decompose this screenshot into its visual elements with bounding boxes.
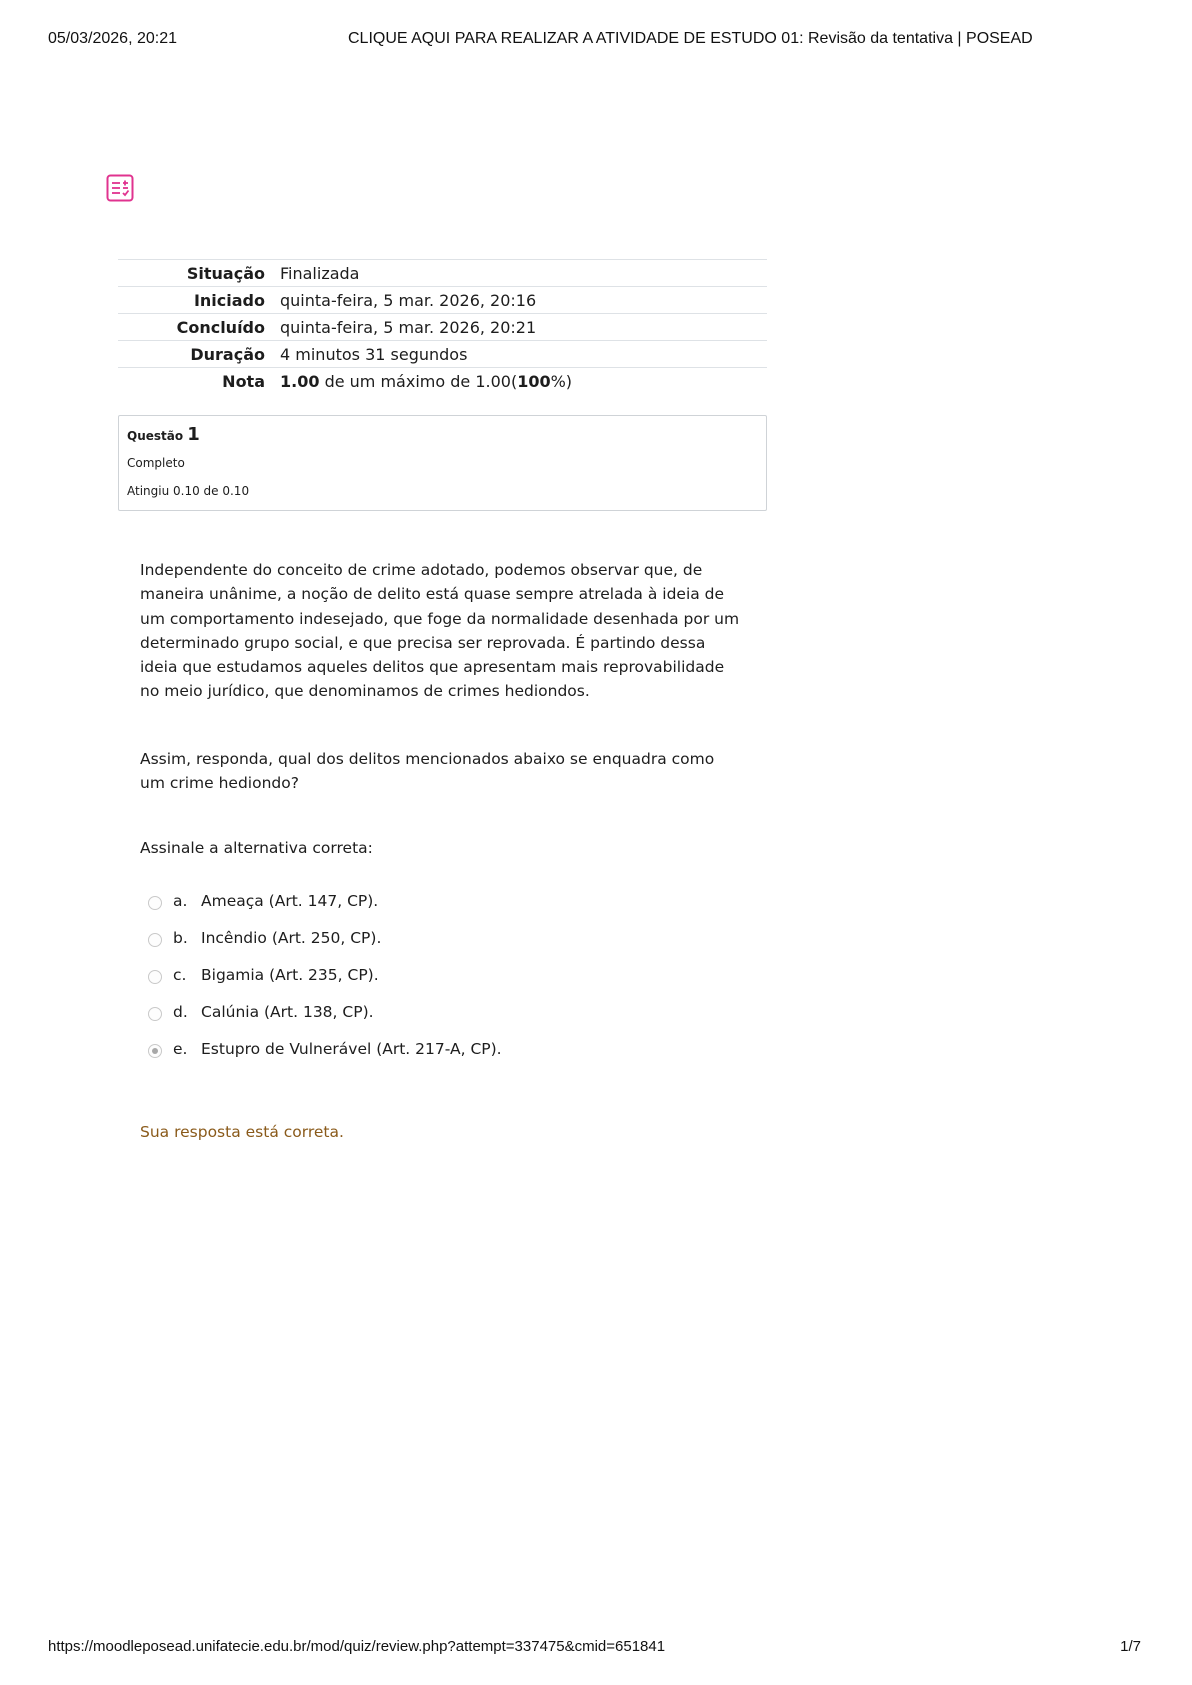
radio-button[interactable]	[148, 896, 162, 910]
radio-button[interactable]	[148, 970, 162, 984]
summary-label: Nota	[222, 371, 265, 391]
summary-label: Situação	[186, 263, 265, 283]
summary-value: Finalizada	[280, 263, 360, 283]
summary-value	[280, 368, 767, 395]
print-page-title: CLIQUE AQUI PARA REALIZAR A ATIVIDADE DE ESTUDO 01: Revisão da tentativa | POSEAD	[348, 30, 1033, 47]
nota-middle: de um máximo de 1.00(	[319, 371, 518, 391]
answer-letter: e.	[173, 1040, 188, 1058]
quiz-navigation-icon[interactable]	[106, 174, 134, 202]
answer-text: Ameaça (Art. 147, CP).	[201, 892, 379, 910]
question-label: Questão	[127, 429, 184, 443]
nota-suffix: %)	[550, 371, 573, 391]
radio-button[interactable]	[148, 933, 162, 947]
question-number	[127, 424, 200, 445]
summary-value: 4 minutos 31 segundos	[280, 344, 468, 364]
radio-button-selected[interactable]	[148, 1044, 162, 1058]
print-page-number: 1/7	[1120, 1638, 1141, 1655]
summary-value: quinta-feira, 5 mar. 2026, 20:16	[280, 290, 537, 310]
question-instruction-paragraph: Assinale a alternativa correta:	[140, 839, 373, 857]
answer-text: Bigamia (Art. 235, CP).	[201, 966, 379, 984]
question-grade: Atingiu 0.10 de 0.10	[127, 484, 250, 498]
summary-label: Duração	[190, 344, 265, 364]
question-prompt-paragraph: Assim, responda, qual dos delitos mencionados abaixo se enquadra como um crime hediondo?	[140, 750, 715, 793]
answer-letter: a.	[173, 892, 188, 910]
question-prompt	[140, 747, 740, 796]
answer-text: Incêndio (Art. 250, CP).	[201, 929, 382, 947]
summary-row-duracao	[118, 341, 767, 368]
summary-row-concluido	[118, 314, 767, 341]
answer-feedback: Sua resposta está correta.	[140, 1123, 344, 1141]
summary-row-iniciado	[118, 287, 767, 314]
nota-percent: 100	[517, 371, 551, 391]
attempt-summary-table	[118, 259, 767, 395]
print-url: https://moodleposead.unifatecie.edu.br/mod/quiz/review.php?attempt=337475&cmid=651841	[48, 1638, 666, 1655]
question-info-box	[118, 415, 767, 511]
summary-label: Concluído	[176, 317, 265, 337]
answer-text: Estupro de Vulnerável (Art. 217-A, CP).	[201, 1040, 502, 1058]
answer-letter: c.	[173, 966, 187, 984]
question-text-paragraph: Independente do conceito de crime adotado, podemos observar que, de maneira unânime, a noção de delito está quase sempre atrelada à ideia de um comportamento indesejado, que foge da normalidade desenhada por um determinado grupo social, e que precisa ser reprovada. É partindo dessa ideia que estudamos aqueles delitos que apresentam mais reprovabilidade no meio jurídico, que denominamos de crimes hediondos.	[140, 561, 740, 701]
question-text	[140, 558, 740, 704]
summary-row-nota	[118, 368, 767, 395]
answer-text: Calúnia (Art. 138, CP).	[201, 1003, 374, 1021]
question-number-value: 1	[187, 424, 200, 445]
question-state: Completo	[127, 456, 185, 470]
nota-score: 1.00	[280, 371, 320, 391]
answer-letter: b.	[173, 929, 188, 947]
radio-button[interactable]	[148, 1007, 162, 1021]
print-header	[48, 30, 1144, 52]
summary-label: Iniciado	[193, 290, 265, 310]
summary-row-situacao	[118, 260, 767, 287]
summary-value: quinta-feira, 5 mar. 2026, 20:21	[280, 317, 537, 337]
question-instruction	[140, 836, 740, 860]
answer-letter: d.	[173, 1003, 188, 1021]
print-datetime: 05/03/2026, 20:21	[48, 30, 178, 47]
